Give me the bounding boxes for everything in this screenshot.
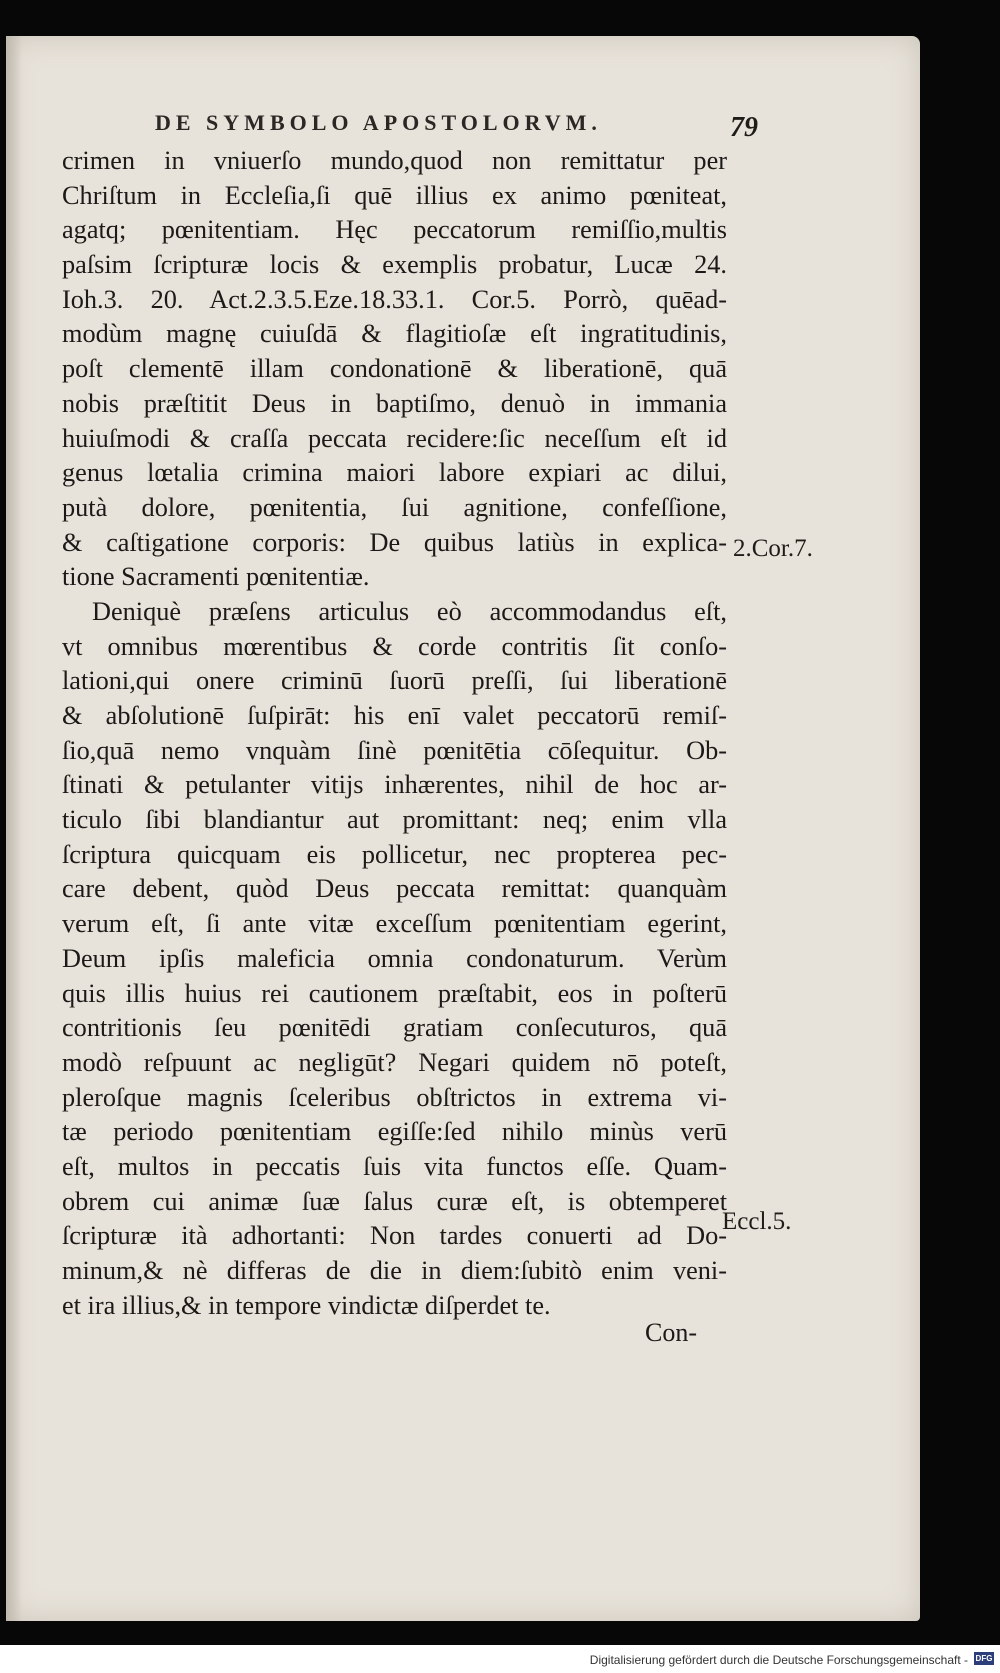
text-line: ticulo ſibi blandiantur aut promittant: neq; enim vlla [62, 805, 727, 835]
text-line: genus lœtalia crimina maiori labore expiari ac dilui, [62, 458, 727, 488]
text-line: Deum ipſis maleficia omnia condonaturum. Verùm [62, 943, 727, 973]
dfg-logo-icon: DFG [975, 1654, 993, 1663]
text-line: Ioh.3. 20. Act.2.3.5.Eze.18.33.1. Cor.5. Porrò, quēad- [62, 284, 727, 314]
running-head: DE SYMBOLO APOSTOLORVM. [155, 110, 602, 135]
text-line: ſcriptura quicquam eis pollicetur, nec propterea pec- [62, 839, 727, 869]
text-line: ſio,quā nemo vnquàm ſinè pœnitētia cōſequitur. Ob- [62, 735, 727, 765]
text-line: tione Sacramenti pœnitentiæ. [62, 562, 370, 592]
marginal-note-reference: Eccl.5. [722, 1208, 792, 1235]
text-line: & caſtigatione corporis: De quibus latiùs in explica- [62, 527, 727, 557]
text-line: modò reſpuunt ac negligūt? Negari quidem nō poteſt, [62, 1047, 727, 1077]
text-line: pleroſque magnis ſceleribus obſtrictos in extrema vi- [62, 1082, 727, 1112]
page-number: 79 [730, 112, 758, 143]
text-line: putà dolore, pœnitentia, ſui agnitione, confeſſione, [62, 492, 727, 522]
text-line: care debent, quòd Deus peccata remittat: quanquàm [62, 874, 727, 904]
text-line: ſtinati & petulanter vitijs inhærentes, nihil de hoc ar- [62, 770, 727, 800]
text-line: contritionis ſeu pœnitēdi gratiam conſecuturos, quā [62, 1013, 727, 1043]
text-line: agatq; pœnitentiam. Hęc peccatorum remiſſio,multis [62, 215, 727, 245]
text-line: poſt clementē illam condonationē & liberationē, quā [62, 354, 727, 384]
funding-credit: Digitalisierung gefördert durch die Deutsche Forschungsgemeinschaft - [589, 1653, 968, 1667]
text-line: Chriſtum in Eccleſia,ſi quē illius ex animo pœniteat, [62, 180, 727, 210]
text-line: eſt, multos in peccatis ſuis vita functos eſſe. Quam- [62, 1151, 727, 1181]
text-line: modùm magnę cuiuſdā & flagitioſæ eſt ingratitudinis, [62, 319, 727, 349]
text-line: & abſolutionē ſuſpirāt: his enī valet peccatorū remiſ- [62, 701, 727, 730]
text-line: vt omnibus mœrentibus & corde contritis ſit conſo- [62, 631, 727, 661]
text-line: paſsim ſcripturæ locis & exemplis probatur, Lucæ 24. [62, 250, 727, 280]
body-text [62, 144, 727, 1323]
marginal-note-reference: 2.Cor.7. [733, 535, 813, 562]
text-line: nobis præſtitit Deus in baptiſmo, denuò in immania [62, 388, 727, 418]
page-gutter-shadow [6, 36, 22, 1621]
text-line: Deniquè præſens articulus eò accommodandus eſt, [92, 596, 727, 626]
text-line: minum,& nè differas de die in diem:ſubitò enim veni- [62, 1256, 727, 1285]
text-line: quis illis huius rei cautionem præſtabit, eos in poſterū [62, 978, 727, 1008]
text-line: ſcripturæ ità adhortanti: Non tardes conuerti ad Do- [62, 1221, 727, 1251]
text-line: lationi,qui onere criminū ſuorū preſſi, ſui liberationē [62, 666, 727, 696]
text-line: obrem cui animæ ſuæ ſalus curæ eſt, is obtemperet [62, 1186, 727, 1216]
text-line: crimen in vniuerſo mundo,quod non remittatur per [62, 146, 727, 175]
text-line: tæ periodo pœnitentiam egiſſe:ſed nihilo minùs verū [62, 1117, 727, 1147]
text-line: verum eſt, ſi ante vitæ exceſſum pœnitentiam egerint, [62, 909, 727, 939]
text-line: et ira illius,& in tempore vindictæ diſperdet te. [62, 1290, 551, 1320]
text-line: huiuſmodi & craſſa peccata recidere:ſic neceſſum eſt id [62, 423, 727, 453]
catchword: Con- [645, 1318, 697, 1347]
